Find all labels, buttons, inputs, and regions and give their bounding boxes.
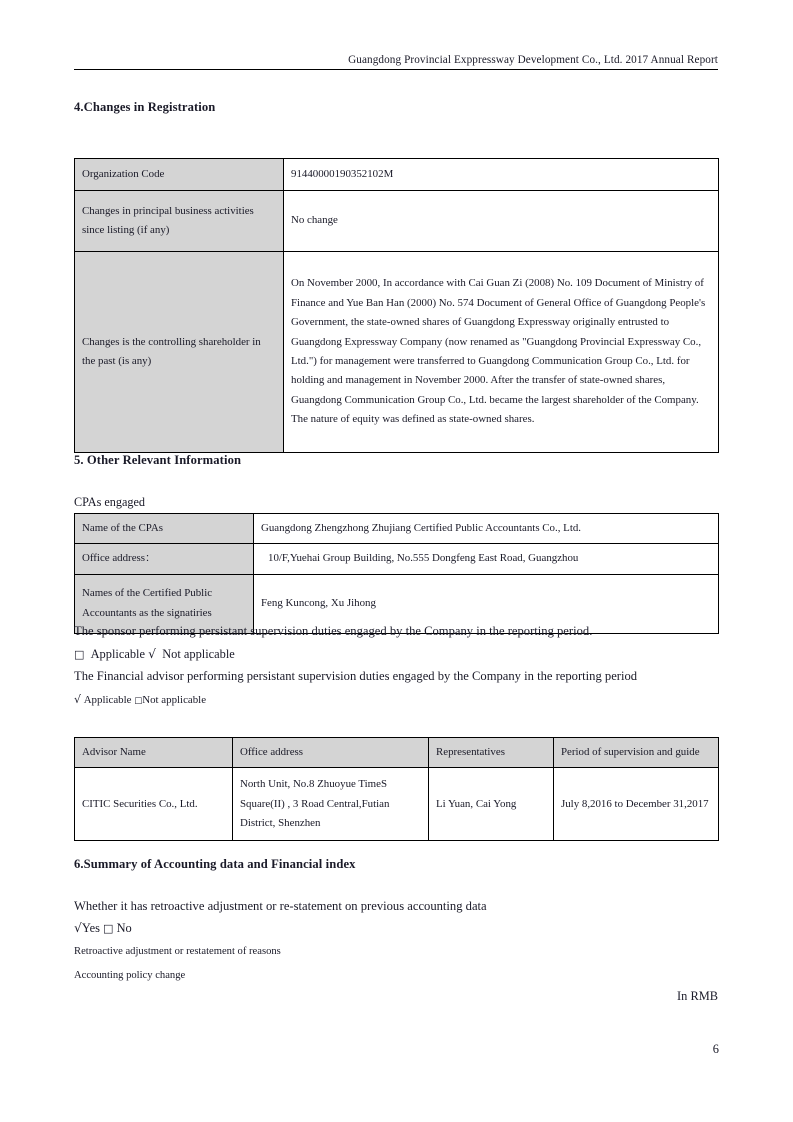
currency-note-wrap (74, 989, 718, 1004)
retroactive-reasons-label-wrap (74, 944, 718, 960)
row-value-cpa-signatories: Feng Kuncong, Xu Jihong (254, 574, 719, 633)
row-value-controlling-shareholder: On November 2000, In accordance with Cai Guan Zi (2008) No. 109 Document of Ministry of Finance and Yue Ban Han (2000) No. 574 Document of General Office of Guangdong People's Government, the state-owned shares of Guangdong Expressway originally entrusted to Guangdong Expressway Company (now renamed as "Guangdong Provincial Expressway Co., Ltd.") for management were transferred to Guangdong Communication Group Co., Ltd. for holding and management in November 2000. After the transfer of state-owned shares, Guangdong Communication Group Co., Ltd. became the largest shareholder of the Company. The nature of equity was defined as state-owned shares. (284, 252, 719, 453)
check-mark-icon[interactable]: √ (74, 920, 82, 935)
row-label-organization-code: Organization Code (75, 159, 284, 191)
retroactive-reason-value-wrap (74, 968, 718, 984)
retroactive-reason-value: Accounting policy change (74, 970, 186, 981)
row-value-cpa-office-address: 10/F,Yuehai Group Building, No.555 Dongfeng East Road, Guangzhou (254, 544, 719, 574)
empty-checkbox-icon[interactable]: □ (74, 648, 85, 661)
section5-heading-wrap (74, 452, 718, 468)
row-value-business-activities: No change (284, 191, 719, 252)
advisor-choice-line (74, 692, 718, 708)
table-row (75, 252, 719, 453)
check-mark-icon[interactable]: √ (148, 646, 156, 661)
row-label-business-activities: Changes in principal business activities since listing (if any) (75, 191, 284, 252)
cell-period: July 8,2016 to December 31,2017 (554, 768, 719, 841)
currency-note: In RMB (677, 989, 718, 1003)
section6-heading-wrap (74, 856, 718, 872)
table-header-row (75, 738, 719, 768)
table-row (75, 191, 719, 252)
table-row (75, 514, 719, 544)
cpa-table (74, 513, 719, 634)
retroactive-question: Whether it has retroactive adjustment or re-statement on previous accounting data (74, 899, 487, 913)
advisor-applicable-label[interactable]: Applicable (83, 694, 132, 706)
column-header-office-address: Office address (233, 738, 429, 768)
cell-office-address: North Unit, No.8 Zhuoyue TimeS Square(II) , 3 Road Central,Futian District, Shenzhen (233, 768, 429, 841)
row-label-controlling-shareholder: Changes is the controlling shareholder in the past (is any) (75, 252, 284, 453)
advisor-choice-row (74, 692, 718, 708)
row-value-cpa-name: Guangdong Zhengzhong Zhujiang Certified Public Accountants Co., Ltd. (254, 514, 719, 544)
cpa-engaged-label: CPAs engaged (74, 495, 145, 509)
column-header-representatives: Representatives (429, 738, 554, 768)
page-header (74, 54, 718, 70)
advisor-not-applicable-label[interactable]: Not applicable (142, 694, 207, 706)
check-mark-icon[interactable]: √ (74, 693, 81, 706)
row-label-cpa-signatories: Names of the Certified Public Accountants as the signatiries (75, 574, 254, 633)
registration-changes-table-wrap (74, 158, 719, 453)
running-title: Guangdong Provincial Exppressway Development Co., Ltd. 2017 Annual Report (348, 54, 718, 66)
cell-advisor-name: CITIC Securities Co., Ltd. (75, 768, 233, 841)
sponsor-statement-wrap (74, 622, 718, 640)
sponsor-choice-row (74, 645, 718, 664)
cell-representatives: Li Yuan, Cai Yong (429, 768, 554, 841)
sponsor-applicable-label[interactable]: Applicable (90, 647, 145, 661)
row-value-organization-code: 91440000190352102M (284, 159, 719, 191)
row-label-cpa-name: Name of the CPAs (75, 514, 254, 544)
section5-heading: 5. Other Relevant Information (74, 453, 242, 467)
advisor-statement: The Financial advisor performing persistant supervision duties engaged by the Company in the reporting period (74, 669, 638, 683)
retroactive-question-wrap (74, 897, 718, 915)
empty-checkbox-icon[interactable]: □ (103, 922, 114, 935)
header-divider-rule (74, 69, 718, 70)
cpa-engaged-label-wrap (74, 494, 718, 511)
retroactive-choice-line (74, 919, 718, 938)
registration-changes-table (74, 158, 719, 453)
row-label-cpa-office-address: Office address： (75, 544, 254, 574)
retroactive-choice-row (74, 919, 718, 938)
advisor-statement-wrap (74, 667, 718, 685)
sponsor-statement: The sponsor performing persistant supervision duties engaged by the Company in the reporting period. (74, 624, 593, 638)
retroactive-reasons-label: Retroactive adjustment or restatement of reasons (74, 946, 281, 957)
page-number: 6 (712, 1042, 719, 1056)
column-header-advisor-name: Advisor Name (75, 738, 233, 768)
table-row (75, 768, 719, 841)
advisor-table (74, 737, 719, 841)
cpa-table-wrap (74, 513, 719, 634)
retroactive-yes-label[interactable]: Yes (81, 921, 100, 935)
section4-heading: 4.Changes in Registration (74, 100, 216, 114)
sponsor-not-applicable-label[interactable]: Not applicable (162, 647, 235, 661)
section6-heading: 6.Summary of Accounting data and Financial index (74, 857, 356, 871)
sponsor-choice-line (74, 645, 718, 664)
table-row (75, 159, 719, 191)
column-header-period: Period of supervision and guide (554, 738, 719, 768)
retroactive-no-label[interactable]: No (116, 921, 132, 935)
table-row (75, 544, 719, 574)
empty-checkbox-icon[interactable]: □ (134, 696, 143, 706)
section4-heading-wrap (74, 99, 718, 115)
advisor-table-wrap (74, 737, 719, 841)
